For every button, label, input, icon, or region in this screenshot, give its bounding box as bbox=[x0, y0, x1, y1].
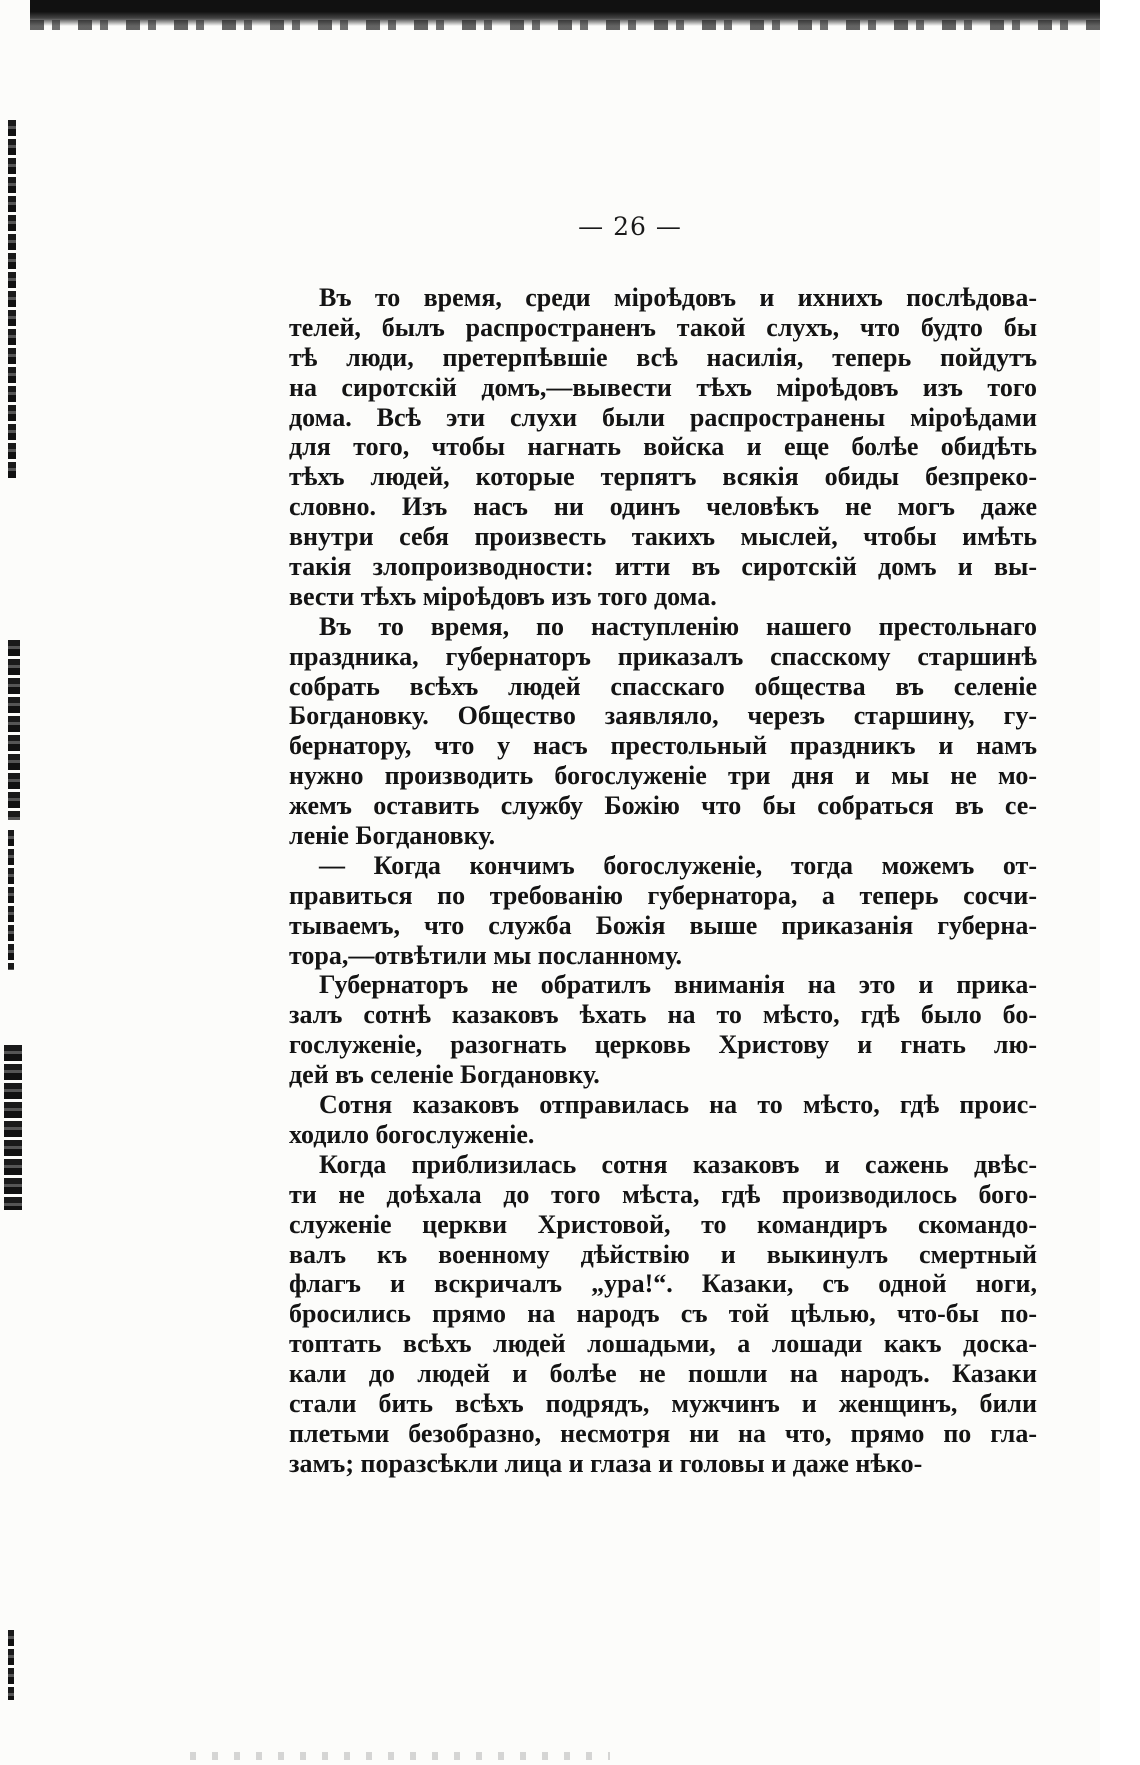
text-line: гослуженіе, разогнать церковь Христову и гнать лю- bbox=[289, 1030, 1037, 1060]
text-line: леніе Богдановку. bbox=[289, 821, 496, 851]
text-line: ходило богослуженіе. bbox=[289, 1119, 535, 1149]
body-text bbox=[289, 283, 1037, 1479]
text-line: ти не доѣхала до того мѣста, гдѣ производилось бого- bbox=[289, 1179, 1037, 1209]
text-line: бернатору, что у насъ престольный праздникъ и намъ bbox=[289, 731, 1037, 761]
text-line: внутри себя произвесть такихъ мыслей, чтобы имѣть bbox=[289, 522, 1037, 552]
scan-binding-mark bbox=[8, 120, 16, 480]
scan-binding-mark bbox=[4, 1045, 22, 1210]
text-line: Въ то время, среди міроѣдовъ и ихнихъ послѣдова- bbox=[319, 283, 1037, 312]
text-line: телей, былъ распространенъ такой слухъ, что будто бы bbox=[289, 312, 1037, 342]
text-line: тора,—отвѣтили мы посланному. bbox=[289, 940, 682, 970]
scan-binding-mark bbox=[8, 830, 14, 970]
text-line: для того, чтобы нагнать войска и еще болѣе обидѣть bbox=[289, 432, 1037, 462]
text-line: плетьми безобразно, несмотря ни на что, прямо по гла- bbox=[289, 1418, 1037, 1448]
scan-top-edge-noise bbox=[30, 20, 1100, 30]
text-line: нужно производить богослуженіе три дня и мы не мо- bbox=[289, 761, 1037, 791]
text-line: стали бить всѣхъ подрядъ, мужчинъ и женщинъ, били bbox=[289, 1388, 1037, 1418]
text-line: жемъ оставить службу Божію что бы собраться въ се- bbox=[289, 791, 1037, 821]
text-line: бросились прямо на народъ съ той цѣлью, что-бы по- bbox=[289, 1299, 1037, 1329]
text-line: праздника, губернаторъ приказалъ спасскому старшинѣ bbox=[289, 641, 1037, 671]
text-line: Въ то время, по наступленію нашего престольнаго bbox=[319, 611, 1037, 641]
paragraph bbox=[289, 612, 1037, 851]
paragraph bbox=[289, 283, 1037, 612]
text-line: Когда приблизилась сотня казаковъ и сажень двѣс- bbox=[319, 1149, 1037, 1179]
text-line: дей въ селеніе Богдановку. bbox=[289, 1060, 600, 1090]
text-line: — Когда кончимъ богослуженіе, тогда можемъ от- bbox=[319, 850, 1037, 880]
paragraph bbox=[289, 1150, 1037, 1479]
scan-binding-mark bbox=[8, 1630, 14, 1700]
text-line: Богдановку. Общество заявляло, черезъ старшину, гу- bbox=[289, 701, 1037, 731]
paragraph bbox=[289, 851, 1037, 971]
text-line: Губернаторъ не обратилъ вниманія на это и прика- bbox=[319, 970, 1037, 1000]
text-line: замъ; поразсѣкли лица и глаза и головы и даже нѣко- bbox=[289, 1448, 923, 1478]
paragraph bbox=[289, 970, 1037, 1090]
text-line: флагъ и вскричалъ „ура!“. Казаки, съ одной ноги, bbox=[289, 1269, 1037, 1299]
text-line: словно. Изъ насъ ни одинъ человѣкъ не могъ даже bbox=[289, 492, 1037, 522]
scan-binding-mark bbox=[8, 640, 20, 820]
scan-bottom-noise bbox=[190, 1752, 610, 1760]
text-line: кали до людей и болѣе не пошли на народъ. Казаки bbox=[289, 1359, 1037, 1389]
text-line: вести тѣхъ міроѣдовъ изъ того дома. bbox=[289, 581, 717, 611]
text-line: тѣ люди, претерпѣвшіе всѣ насилія, теперь пойдутъ bbox=[289, 342, 1037, 372]
text-line: тываемъ, что служба Божія выше приказанія губерна- bbox=[289, 910, 1037, 940]
text-line: тѣхъ людей, которые терпятъ всякія обиды безпреко- bbox=[289, 462, 1037, 492]
text-line: на сиротскій домъ,—вывести тѣхъ міроѣдовъ изъ того bbox=[289, 372, 1037, 402]
text-line: Сотня казаковъ отправилась на то мѣсто, гдѣ проис- bbox=[319, 1090, 1037, 1120]
text-line: правиться по требованію губернатора, а теперь сосчи- bbox=[289, 880, 1037, 910]
page-number: — 26 — bbox=[578, 212, 682, 241]
text-line: залъ сотнѣ казаковъ ѣхать на то мѣсто, гдѣ было бо- bbox=[289, 1000, 1037, 1030]
text-line: служеніе церкви Христовой, то командиръ скомандо- bbox=[289, 1209, 1037, 1239]
scan-right-margin bbox=[1100, 0, 1140, 1765]
paragraph bbox=[289, 1090, 1037, 1150]
text-line: такія злопроизводности: итти въ сиротскій домъ и вы- bbox=[289, 552, 1037, 582]
text-line: топтать всѣхъ людей лошадьми, а лошади какъ доска- bbox=[289, 1329, 1037, 1359]
text-line: дома. Всѣ эти слухи были распространены міроѣдами bbox=[289, 402, 1037, 432]
text-line: валъ къ военному дѣйствію и выкинулъ смертный bbox=[289, 1239, 1037, 1269]
text-line: собрать всѣхъ людей спасскаго общества въ селеніе bbox=[289, 671, 1037, 701]
